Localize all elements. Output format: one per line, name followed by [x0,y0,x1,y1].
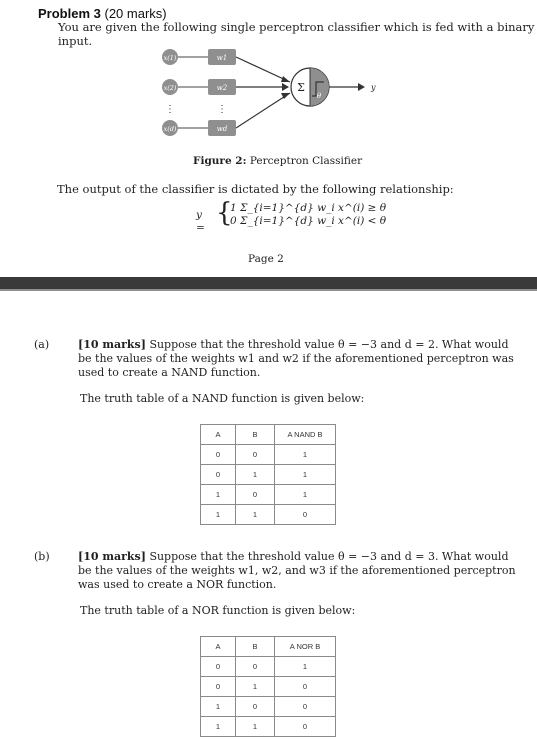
table-row [201,657,336,677]
table-cell: 0 [201,465,236,485]
table-cell: 1 [275,445,336,465]
equation-case-1: 1 Σ_{i=1}^{d} w_i x^(i) ≥ θ [230,202,387,214]
table-cell: 0 [201,657,236,677]
part-b-question [34,550,518,592]
perceptron-figure [150,38,390,148]
nor-truth-table [200,636,336,737]
table-row [201,717,336,737]
table-cell: 1 [236,677,275,697]
weight-label-d: wd [216,125,228,133]
table-cell: 1 [236,505,275,525]
table-cell: 1 [236,465,275,485]
table-cell: 0 [275,717,336,737]
equation-lhs: y = [196,209,205,234]
table-row [201,697,336,717]
table-header-cell: A [201,637,236,657]
table-row [201,445,336,465]
table-header-cell: B [236,637,275,657]
weight-box-2 [208,79,236,95]
page-divider-edge [0,289,537,291]
sum-node [291,68,329,106]
table-header-row [201,425,336,445]
table-cell: 0 [236,697,275,717]
table-header-row [201,637,336,657]
weight-box-1 [208,49,236,65]
table-cell: 0 [201,677,236,697]
table-cell: 1 [201,717,236,737]
part-a-text: Suppose that the threshold value θ = −3 and d = 2. What would be the values of the weights w1 and w2 if the aforementioned perceptron was used to create a NAND function. [78,338,514,379]
sum-symbol: Σ [297,81,305,94]
table-cell: 1 [201,485,236,505]
problem-intro: You are given the following single perceptron classifier which is fed with a binary input. [58,20,535,48]
part-b-text: Suppose that the threshold value θ = −3 and d = 3. What would be the values of the weights w1, w2, and w3 if the aforementioned perceptron was used to create a NOR function. [78,550,516,591]
figure-caption-text: Perceptron Classifier [249,155,363,167]
part-b-marks: [10 marks] [78,550,146,563]
input-label-1: x(1) [163,54,177,62]
problem-title [38,6,167,21]
part-b-label: (b) [34,550,50,563]
table-row [201,485,336,505]
nor-table-intro: The truth table of a NOR function is given below: [80,604,356,617]
table-cell: 1 [275,657,336,677]
equation-brace: { [216,198,233,228]
figure-caption-bold: Figure 2: [193,155,247,167]
input-node-1 [162,49,178,65]
table-cell: 0 [236,657,275,677]
problem-marks: (20 marks) [104,6,167,21]
weight-box-d [208,120,236,136]
equation-case-2: 0 Σ_{i=1}^{d} w_i x^(i) < θ [230,215,387,227]
part-a-marks: [10 marks] [78,338,146,351]
figure-caption [193,155,362,167]
table-cell: 1 [201,505,236,525]
table-cell: 0 [275,505,336,525]
part-a-label: (a) [34,338,50,351]
table-cell: 1 [236,717,275,737]
table-header-cell: B [236,425,275,445]
table-cell: 0 [201,445,236,465]
threshold-symbol: θ [316,92,322,100]
table-cell: 1 [201,697,236,717]
input-node-d [162,120,178,136]
table-cell: 0 [275,697,336,717]
output-symbol: y [371,83,376,92]
input-label-2: x(2) [163,84,177,92]
weight-label-1: w1 [216,54,228,62]
relationship-text: The output of the classifier is dictated by the following relationship: [57,182,454,196]
table-row [201,465,336,485]
table-cell: 0 [275,677,336,697]
weight-label-2: w2 [216,84,228,92]
page-number: Page 2 [248,253,284,265]
table-row [201,505,336,525]
table-cell: 0 [236,445,275,465]
nand-table-intro: The truth table of a NAND function is given below: [80,392,365,405]
problem-title-bold: Problem 3 [38,6,101,21]
input-label-d: x(d) [163,125,177,133]
nand-truth-table [200,424,336,525]
table-header-cell: A [201,425,236,445]
input-ellipsis: ⋮ [165,104,175,115]
table-header-cell: A NAND B [275,425,336,445]
table-header-cell: A NOR B [275,637,336,657]
table-cell: 1 [275,485,336,505]
input-node-2 [162,79,178,95]
table-row [201,677,336,697]
part-a-question [34,338,518,380]
weight-ellipsis: ⋮ [217,104,227,115]
table-cell: 0 [236,485,275,505]
table-cell: 1 [275,465,336,485]
